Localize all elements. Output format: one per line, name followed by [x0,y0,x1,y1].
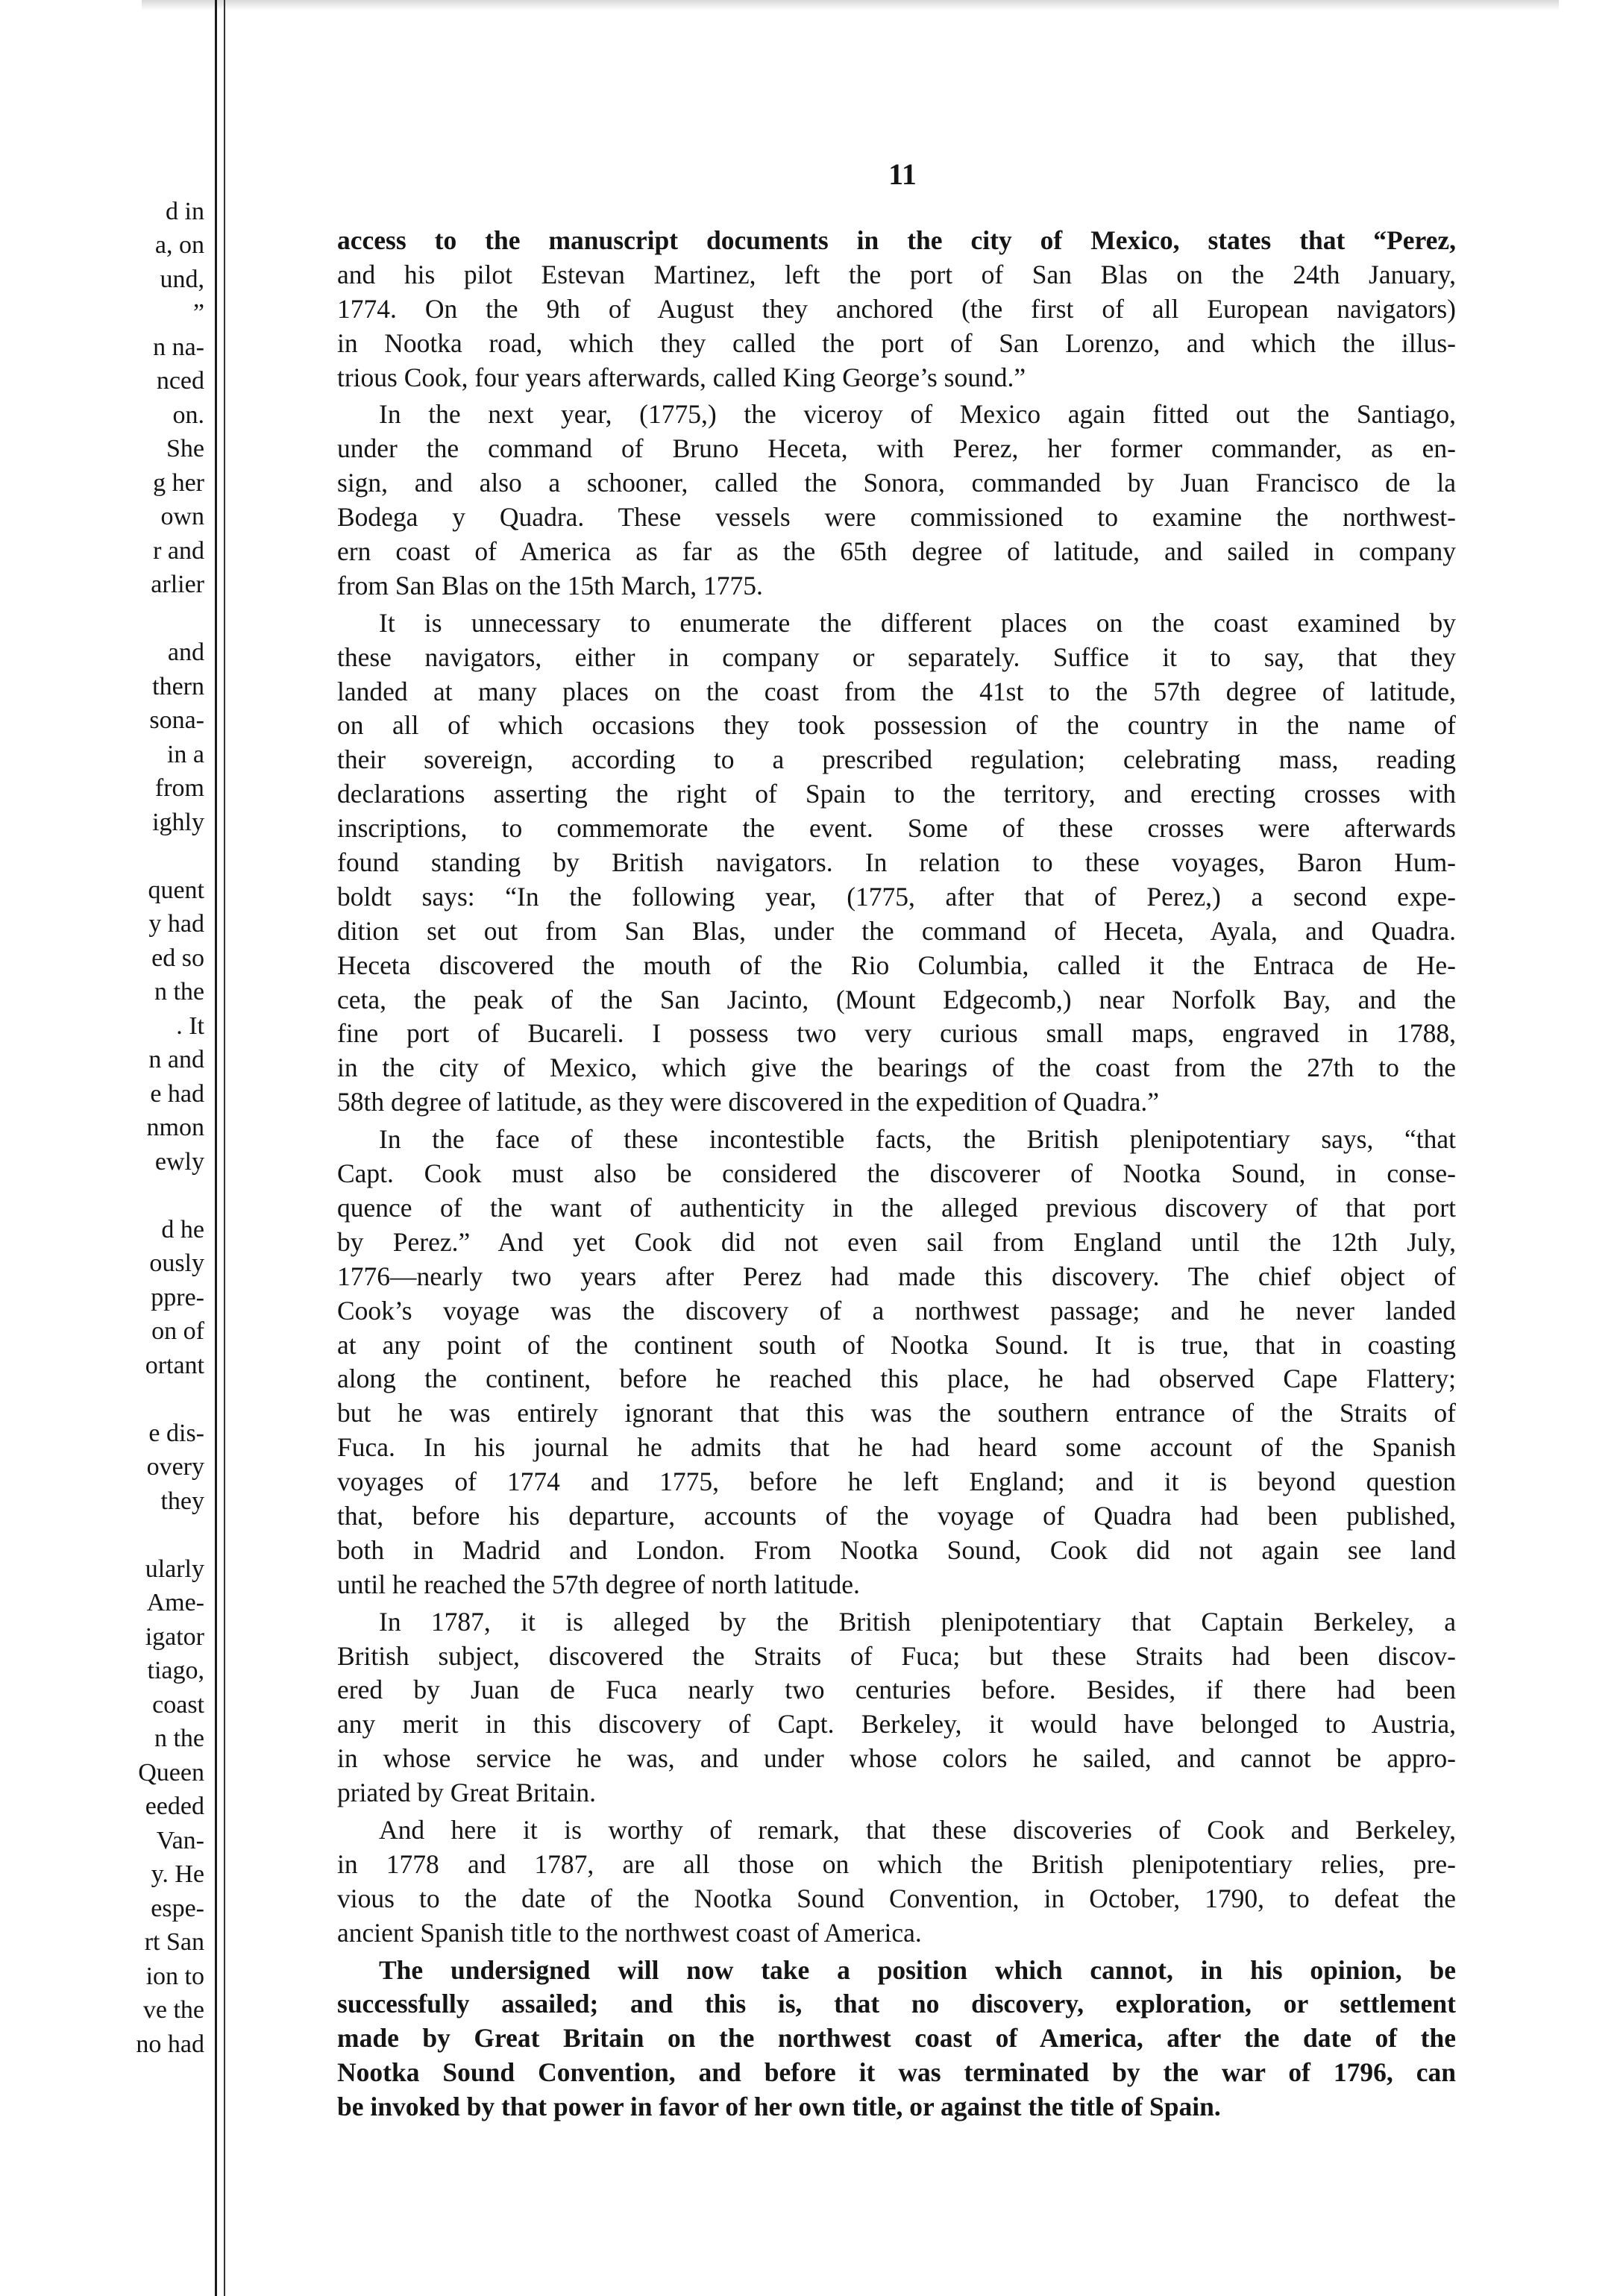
paragraph [337,1123,1456,1602]
facing-page-line [0,839,209,873]
text-line: 58th degree of latitude, as they were discovered in the expedition of Quadra.” [337,1087,1160,1117]
facing-page-line: ve the [142,1996,204,2024]
facing-page-line: a, on [154,231,204,259]
facing-page-line [0,1518,209,1552]
text-line: but he was entirely ignorant that this was the southern entrance of the Straits of [337,1398,1456,1428]
facing-page-line: e dis- [148,1419,204,1447]
text-line: 1774. On the 9th of August they anchored (the first of all European navigators) [337,293,1456,324]
gutter-rule [215,0,217,2296]
facing-page-line [0,160,209,195]
text-line: 1776—nearly two years after Perez had made this discovery. The chief object of [337,1261,1456,1291]
facing-page-line: und, [160,265,204,293]
text-line: on all of which occasions they took possession of the country in the name of [337,710,1456,741]
text-line: landed at many places on the coast from the 41st to the 57th degree of latitude, [337,676,1456,706]
text-line: quence of the want of authenticity in the alleged previous discovery of that port [337,1192,1456,1223]
facing-page-line: ” [192,299,204,327]
facing-page-line: nmon [146,1114,204,1141]
facing-page-line: ously [149,1249,204,1277]
facing-page-line [0,1382,209,1417]
text-line: boldt says: “In the following year, (1775, after that of Perez,) a second expe- [337,881,1456,912]
text-line: any merit in this discovery of Capt. Berkeley, it would have belonged to Austria, [337,1709,1456,1740]
text-line: In the face of these incontestible facts, the British plenipotentiary says, “that [379,1124,1456,1155]
facing-page-line: She [166,435,204,462]
text-line: Fuca. In his journal he admits that he had heard some account of the Spanish [337,1432,1456,1463]
text-line: trious Cook, four years afterwards, called King George’s sound.” [337,362,1026,392]
page-edge-shadow [142,0,1559,10]
facing-page-line: ighly [152,808,204,836]
paragraph [337,398,1456,603]
text-line: voyages of 1774 and 1775, before he left England; and it is beyond question [337,1467,1456,1497]
text-line: fine port of Bucareli. I possess two very curious small maps, engraved in 1788, [337,1018,1456,1049]
facing-page-line: d he [161,1215,204,1243]
facing-page-line [0,1179,209,1213]
text-line: until he reached the 57th degree of north latitude. [337,1569,860,1599]
text-line: And here it is worthy of remark, that these discoveries of Cook and Berkeley, [379,1814,1456,1845]
facing-page-line: d in [166,197,204,225]
facing-page-line: Van- [156,1826,204,1854]
gutter-rule-inner [224,0,225,2296]
facing-page-line: ppre- [151,1283,204,1311]
text-line: It is unnecessary to enumerate the different places on the coast examined by [379,607,1456,638]
text-line: at any point of the continent south of Nootka Sound. It is true, that in coasting [337,1329,1456,1360]
facing-page-line: ularly [145,1555,204,1583]
facing-page-line: sona- [149,706,204,734]
text-line: under the command of Bruno Heceta, with Perez, her former commander, as en- [337,433,1456,464]
text-line: these navigators, either in company or separately. Suffice it to say, that they [337,642,1456,672]
text-line: made by Great Britain on the northwest coast of America, after the date of the [337,2023,1456,2054]
text-line: In 1787, it is alleged by the British plenipotentiary that Captain Berkeley, a [379,1606,1456,1637]
text-line: ceta, the peak of the San Jacinto, (Mount Edgecomb,) near Norfolk Bay, and the [337,984,1456,1014]
text-line: In the next year, (1775,) the viceroy of Mexico again fitted out the Santiago, [379,399,1456,430]
text-line: their sovereign, according to a prescribed regulation; celebrating mass, reading [337,744,1456,775]
facing-page-line: they [160,1487,204,1515]
text-line: vious to the date of the Nootka Sound Convention, in October, 1790, to defeat the [337,1883,1456,1913]
text-line: sign, and also a schooner, called the Sonora, commanded by Juan Francisco de la [337,468,1456,498]
text-line: priated by Great Britain. [337,1778,596,1808]
facing-page-line: nced [156,367,204,395]
facing-page-line: coast [152,1690,204,1719]
facing-page-line: ewly [154,1147,204,1176]
facing-page-line: eeded [145,1792,204,1820]
text-line: declarations asserting the right of Spain to the territory, and erecting crosses with [337,779,1456,809]
facing-page-line: e had [150,1079,204,1108]
text-line: found standing by British navigators. In relation to these voyages, Baron Hum- [337,847,1456,878]
text-line: inscriptions, to commemorate the event. Some of these crosses were afterwards [337,813,1456,844]
facing-page-line: on of [151,1317,204,1345]
text-line: in Nootka road, which they called the port of San Lorenzo, and which the illus- [337,327,1456,358]
text-line: The undersigned will now take a position which cannot, in his opinion, be [379,1954,1456,1985]
facing-page-line: ortant [145,1351,204,1379]
facing-page-line: igator [145,1622,204,1651]
facing-page-line: own [160,503,204,530]
facing-page-line: no had [136,2030,204,2058]
facing-page-line: ion to [145,1962,204,1990]
text-line: dition set out from San Blas, under the command of Heceta, Ayala, and Quadra. [337,915,1456,946]
facing-page-line: r and [153,536,204,565]
text-line: and his pilot Estevan Martinez, left the port of San Blas on the 24th January, [337,259,1456,289]
facing-page-line: in a [166,740,204,768]
paragraph [337,1605,1456,1810]
text-line: Bodega y Quadra. These vessels were commissioned to examine the northwest- [337,502,1456,533]
facing-page-fragment [0,160,209,2061]
text-line: Cook’s voyage was the discovery of a northwest passage; and he never landed [337,1295,1456,1326]
facing-page-line: g her [153,468,204,497]
text-line: access to the manuscript documents in the city of Mexico, states that “Perez, [337,225,1456,255]
facing-page-line: Ame- [146,1589,204,1616]
text-line: Nootka Sound Convention, and before it was terminated by the war of 1796, can [337,2057,1456,2088]
facing-page-line: tiago, [147,1657,204,1684]
page-number: 11 [888,157,917,191]
facing-page-line: overy [146,1453,204,1481]
facing-page-line: on. [172,401,204,429]
facing-page-line: n the [154,1725,204,1752]
paragraph [337,1813,1456,1951]
facing-page-line: n and [148,1046,204,1073]
text-line: in the city of Mexico, which give the bearings of the coast from the 27th to the [337,1053,1456,1083]
text-line: in 1778 and 1787, are all those on which the British plenipotentiary relies, pre- [337,1848,1456,1879]
text-line: both in Madrid and London. From Nootka Sound, Cook did not again see land [337,1534,1456,1565]
paragraph [337,1954,1456,2124]
facing-page-line: arlier [151,571,204,598]
facing-page-line [0,602,209,636]
text-line: along the continent, before he reached this place, he had observed Cape Flattery; [337,1364,1456,1394]
facing-page-line: quent [148,876,204,904]
text-line: British subject, discovered the Straits of Fuca; but these Straits had been discov- [337,1640,1456,1671]
text-line: be invoked by that power in favor of her own title, or against the title of Spain. [337,2092,1221,2122]
facing-page-line: n the [154,978,204,1006]
page-body [337,224,1456,2127]
text-line: ancient Spanish title to the northwest coast of America. [337,1917,922,1948]
facing-page-line: y. He [151,1860,204,1888]
text-line: from San Blas on the 15th March, 1775. [337,570,763,600]
text-line: Heceta discovered the mouth of the Rio Columbia, called it the Entraca de He- [337,950,1456,980]
paragraph [337,606,1456,1120]
text-line: in whose service he was, and under whose colors he sailed, and cannot be appro- [337,1743,1456,1774]
facing-page-line: thern [152,672,204,700]
facing-page-line: Queen [138,1758,204,1787]
facing-page-line: from [154,774,204,802]
text-line: Capt. Cook must also be considered the discoverer of Nootka Sound, in conse- [337,1158,1456,1189]
text-line: successfully assailed; and this is, that no discovery, exploration, or settlement [337,1989,1456,2019]
paragraph [337,224,1456,395]
facing-page-line: y had [148,910,204,938]
facing-page-line: ed so [151,944,204,972]
facing-page-line: . It [176,1011,204,1040]
facing-page-line: espe- [151,1894,204,1922]
text-line: by Perez.” And yet Cook did not even sail from England until the 12th July, [337,1226,1456,1257]
facing-page-line: n na- [153,333,204,361]
text-line: ered by Juan de Fuca nearly two centuries before. Besides, if there had been [337,1675,1456,1705]
facing-page-line: and [167,639,204,666]
facing-page-line: rt San [144,1928,204,1956]
text-line: that, before his departure, accounts of the voyage of Quadra had been published, [337,1500,1456,1531]
text-line: ern coast of America as far as the 65th degree of latitude, and sailed in company [337,536,1456,567]
